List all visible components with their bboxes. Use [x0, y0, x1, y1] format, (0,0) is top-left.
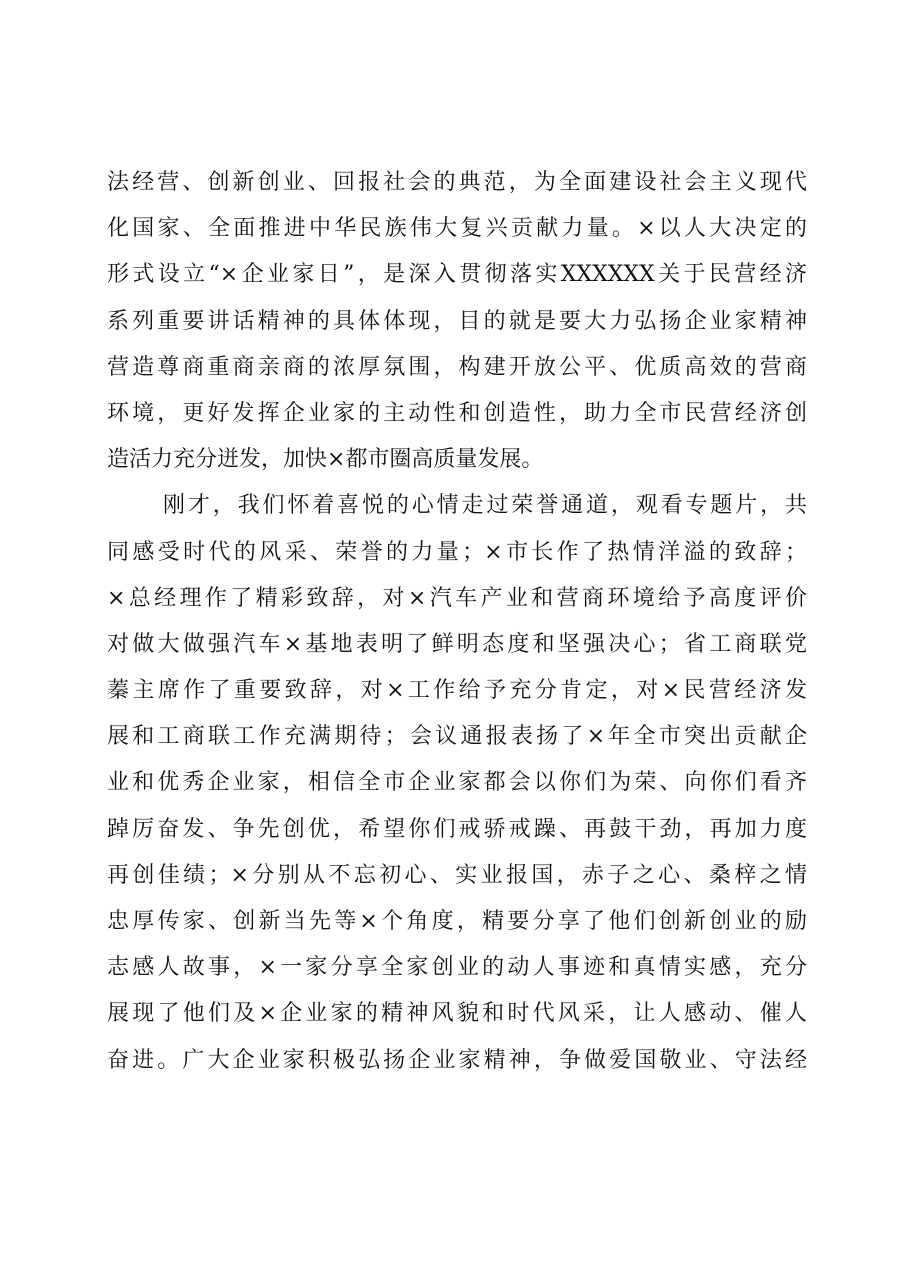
text-line: 化国家、全面推进中华民族伟大复兴贡献力量。×以人大决定的: [107, 216, 807, 242]
text-line: 业和优秀企业家，相信全市企业家都会以你们为荣、向你们看齐: [107, 770, 807, 796]
text-line: 忠厚传家、创新当先等×个角度，精要分享了他们创新创业的励: [107, 909, 807, 934]
text-line: 同感受时代的风采、荣誉的力量；×市长作了热情洋溢的致辞；: [107, 539, 807, 565]
text-line: 再创佳绩；×分别从不忘初心、实业报国，赤子之心、桑梓之情: [107, 862, 807, 888]
text-line: 展现了他们及×企业家的精神风貌和时代风采，让人感动、催人: [107, 1001, 807, 1027]
paragraph-first-line: 刚才，我们怀着喜悦的心情走过荣誉通道，观看专题片，共: [163, 493, 807, 519]
text-line: 奋进。广大企业家积极弘扬企业家精神，争做爱国敬业、守法经: [107, 1047, 807, 1073]
text-line: 蓁主席作了重要致辞，对×工作给予充分肯定，对×民营经济发: [107, 678, 807, 704]
body-text: [107, 160, 807, 1084]
text-line: 展和工商联工作充满期待；会议通报表扬了×年全市突出贡献企: [107, 724, 807, 750]
text-line: 踔厉奋发、争先创优，希望你们戒骄戒躁、再鼓干劲，再加力度: [107, 816, 807, 842]
text-line: 系列重要讲话精神的具体体现，目的就是要大力弘扬企业家精神: [107, 308, 807, 334]
text-line: 形式设立“×企业家日”，是深入贯彻落实XXXXXX关于民营经济: [107, 262, 807, 288]
text-line: 法经营、创新创业、回报社会的典范，为全面建设社会主义现代: [107, 170, 807, 195]
text-line: 造活力充分迸发，加快×都市圈高质量发展。: [107, 447, 544, 473]
text-line: 营造尊商重商亲商的浓厚氛围，构建开放公平、优质高效的营商: [107, 354, 807, 380]
text-line: ×总经理作了精彩致辞，对×汽车产业和营商环境给予高度评价: [107, 585, 807, 611]
text-line: 志感人故事，×一家分享全家创业的动人事迹和真情实感，充分: [107, 955, 807, 981]
text-line: 环境，更好发挥企业家的主动性和创造性，助力全市民营经济创: [107, 400, 807, 426]
text-line: 对做大做强汽车×基地表明了鲜明态度和坚强决心；省工商联党: [107, 631, 807, 657]
